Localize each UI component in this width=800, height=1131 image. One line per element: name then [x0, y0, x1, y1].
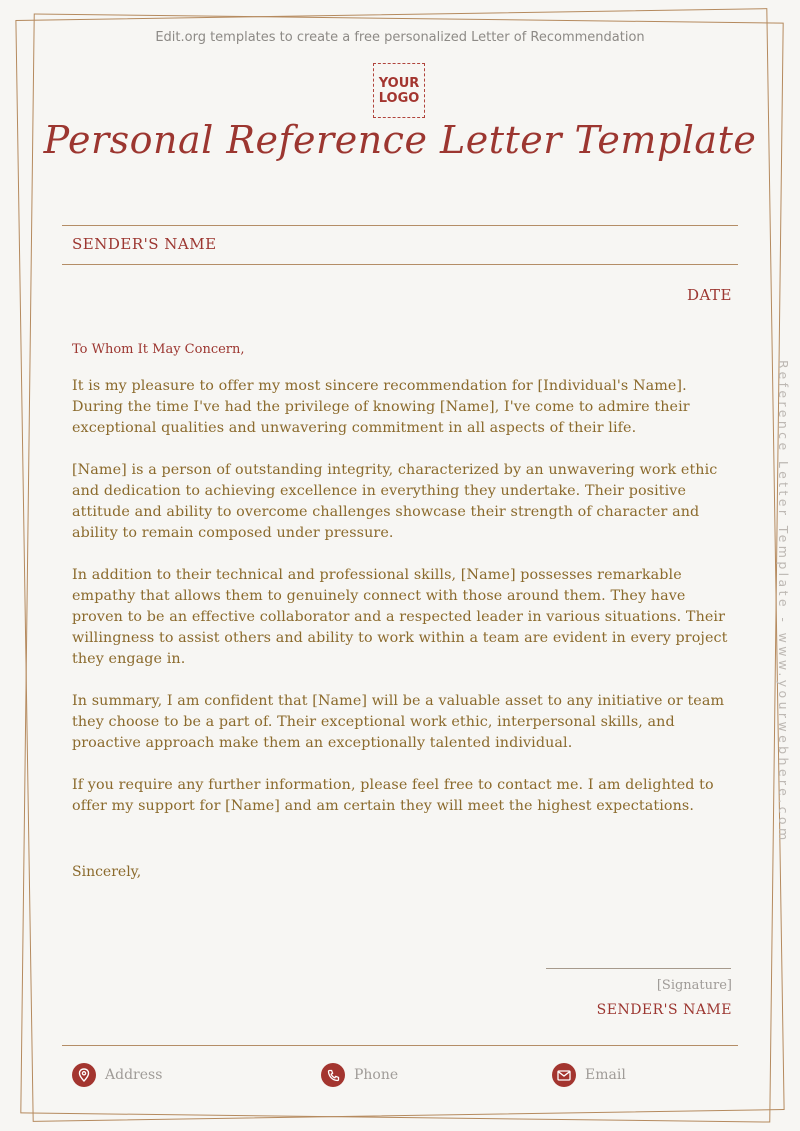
logo-placeholder — [373, 63, 425, 118]
top-caption: Edit.org templates to create a free personalized Letter of Recommendation — [155, 30, 645, 45]
letter-title: Personal Reference Letter Template — [43, 118, 757, 162]
contact-address — [72, 1063, 162, 1087]
header-rule-top — [62, 225, 738, 226]
email-icon — [552, 1063, 576, 1087]
location-pin-icon — [72, 1063, 96, 1087]
letter-body — [72, 376, 736, 838]
date-label: DATE — [687, 286, 732, 304]
body-paragraph: It is my pleasure to offer my most sincere recommendation for [Individual's Name]. During the time I've had the privilege of knowing [Name], I've come to admire their exceptional qualities and unwavering commitment in all aspects of their life. — [72, 378, 690, 436]
closing: Sincerely, — [72, 864, 142, 880]
logo-line-1: YOUR — [378, 75, 420, 91]
contact-email — [552, 1063, 626, 1087]
contact-label: Email — [585, 1067, 626, 1083]
contact-label: Address — [105, 1067, 163, 1083]
signature-line — [546, 968, 731, 969]
sender-name-footer: SENDER'S NAME — [596, 1002, 732, 1018]
header-rule-bottom — [62, 264, 738, 265]
body-paragraph: [Name] is a person of outstanding integrity, characterized by an unwavering work ethic and dedication to achieving excellence in everything they undertake. Their positive attitude and ability to overcome challenges showcase their strength of character and ability to remain composed under pressure. — [72, 462, 718, 541]
side-website-text: Reference Letter Template - www.yourwebhere.com — [776, 360, 791, 844]
signature-placeholder: [Signature] — [656, 978, 732, 993]
phone-icon — [321, 1063, 345, 1087]
body-paragraph: If you require any further information, please feel free to contact me. I am delighted to offer my support for [Name] and am certain they will meet the highest expectations. — [72, 777, 714, 814]
contact-label: Phone — [354, 1067, 399, 1083]
body-paragraph: In addition to their technical and professional skills, [Name] possesses remarkable empathy that allows them to genuinely connect with those around them. They have proven to be an effective collaborator and a respected leader in various situations. Their willingness to assist others and ability to work within a team are evident in every project they engage in. — [72, 567, 728, 667]
contact-phone — [321, 1063, 398, 1087]
sender-name-header: SENDER'S NAME — [72, 235, 217, 253]
footer-rule — [62, 1045, 738, 1046]
logo-line-2: LOGO — [378, 90, 420, 106]
body-paragraph: In summary, I am confident that [Name] will be a valuable asset to any initiative or team they choose to be a part of. Their exceptional work ethic, interpersonal skills, and proactive approach make them an exceptionally talented individual. — [72, 693, 725, 751]
greeting: To Whom It May Concern, — [72, 342, 245, 357]
